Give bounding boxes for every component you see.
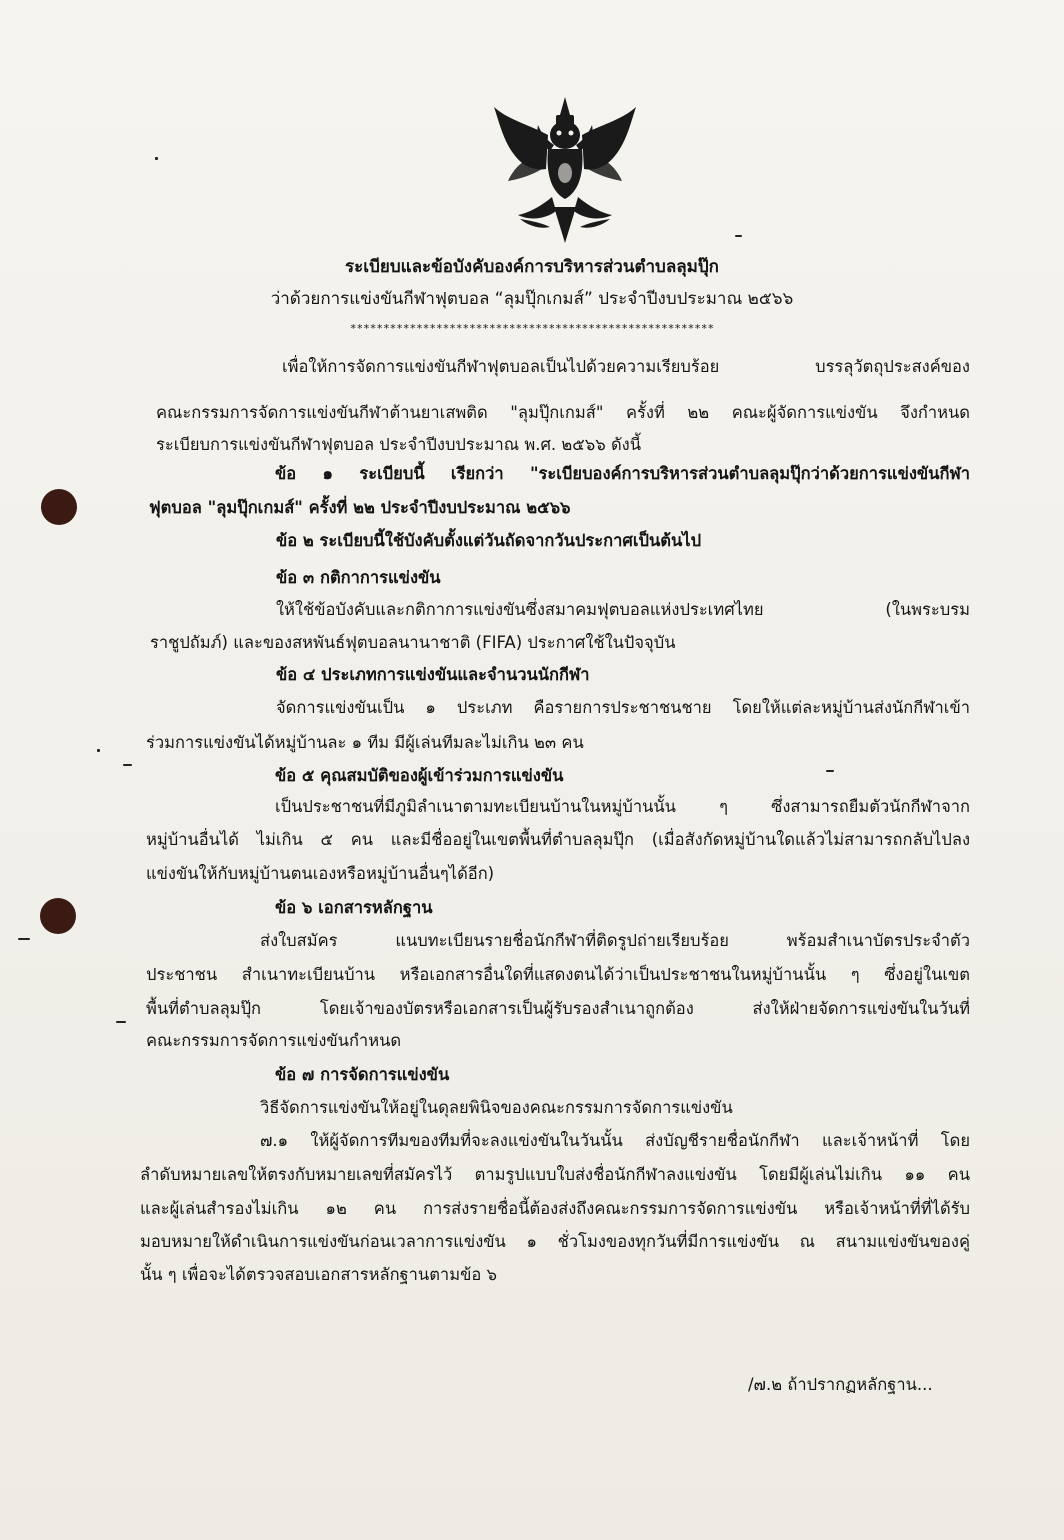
scan-speck	[123, 764, 132, 766]
scan-speck	[735, 235, 742, 237]
body-line: มอบหมายให้ดำเนินการแข่งขันก่อนเวลาการแข่งขัน ๑ ชั่วโมงของทุกวันที่มีการแข่งขัน ณ สนามแข่งขันของคู่	[140, 1232, 970, 1251]
garuda-emblem-icon	[490, 95, 640, 245]
body-line: เพื่อให้การจัดการแข่งขันกีฬาฟุตบอลเป็นไปด้วยความเรียบร้อย บรรลุวัตถุประสงค์ของ	[282, 357, 970, 376]
clause-heading: ข้อ ๒ ระเบียบนี้ใช้บังคับตั้งแต่วันถัดจากวันประกาศเป็นต้นไป	[276, 531, 702, 550]
clause-heading: ข้อ ๖ เอกสารหลักฐาน	[275, 898, 433, 917]
scan-speck	[826, 770, 834, 772]
body-line: ส่งใบสมัคร แนบทะเบียนรายชื่อนักกีฬาที่ติดรูปถ่ายเรียบร้อย พร้อมสำเนาบัตรประจำตัว	[260, 931, 970, 950]
body-line: คณะกรรมการจัดการแข่งขันกำหนด	[146, 1031, 402, 1050]
clause-heading: ข้อ ๓ กติกาการแข่งขัน	[276, 568, 441, 587]
clause-heading: ข้อ ๑ ระเบียบนี้ เรียกว่า "ระเบียบองค์การบริหารส่วนตำบลลุมปุ๊กว่าด้วยการแข่งขันกีฬา	[275, 464, 970, 483]
body-line: นั้น ๆ เพื่อจะได้ตรวจสอบเอกสารหลักฐานตามข้อ ๖	[140, 1265, 497, 1284]
body-line: หมู่บ้านอื่นได้ ไม่เกิน ๕ คน และมีชื่ออยู่ในเขตพื้นที่ตำบลลุมปุ๊ก (เมื่อสังกัดหมู่บ้านใดแล้วไม่สามารถกลับไปลง	[146, 830, 970, 849]
body-line: พื้นที่ตำบลลุมปุ๊ก โดยเจ้าของบัตรหรือเอกสารเป็นผู้รับรองสำเนาถูกต้อง ส่งให้ฝ่ายจัดการแข่งขันในวันที่	[146, 999, 970, 1018]
clause-heading: ข้อ ๔ ประเภทการแข่งขันและจำนวนนักกีฬา	[276, 665, 590, 684]
body-line: ประชาชน สำเนาทะเบียนบ้าน หรือเอกสารอื่นใดที่แสดงตนได้ว่าเป็นประชาชนในหมู่บ้านนั้น ๆ ซึ่งอยู่ในเขต	[146, 965, 970, 984]
body-line: คณะกรรมการจัดการแข่งขันกีฬาต้านยาเสพติด "ลุมปุ๊กเกมส์" ครั้งที่ ๒๒ คณะผู้จัดการแข่งขัน จึงกำหนด	[156, 403, 970, 422]
body-line: ร่วมการแข่งขันได้หมู่บ้านละ ๑ ทีม มีผู้เล่นทีมละไม่เกิน ๒๓ คน	[146, 733, 584, 752]
continuation-note: /๗.๒ ถ้าปรากฏหลักฐาน...	[748, 1375, 933, 1394]
document-subtitle: ว่าด้วยการแข่งขันกีฬาฟุตบอล “ลุมปุ๊กเกมส์” ประจำปีงบประมาณ ๒๕๖๖	[270, 289, 794, 309]
body-line: จัดการแข่งขันเป็น ๑ ประเภท คือรายการประชาชนชาย โดยให้แต่ละหมู่บ้านส่งนักกีฬาเข้า	[276, 698, 970, 717]
body-line: ลำดับหมายเลขให้ตรงกับหมายเลขที่สมัครไว้ ตามรูปแบบใบส่งชื่อนักกีฬาลงแข่งขัน โดยมีผู้เล่นไม่เกิน ๑๑ คน	[140, 1165, 970, 1184]
body-line: ให้ใช้ข้อบังคับและกติกาการแข่งขันซึ่งสมาคมฟุตบอลแห่งประเทศไทย (ในพระบรม	[276, 600, 970, 619]
punch-hole	[40, 898, 76, 934]
separator-line: *******************************************************	[349, 322, 715, 335]
body-line: เป็นประชาชนที่มีภูมิลำเนาตามทะเบียนบ้านในหมู่บ้านนั้น ๆ ซึ่งสามารถยืมตัวนักกีฬาจาก	[275, 797, 970, 816]
body-line: ราชูปถัมภ์) และของสหพันธ์ฟุตบอลนานาชาติ (FIFA) ประกาศใช้ในปัจจุบัน	[150, 633, 676, 652]
body-line: ระเบียบการแข่งขันกีฬาฟุตบอล ประจำปีงบประมาณ พ.ศ. ๒๕๖๖ ดังนี้	[156, 435, 642, 454]
body-line: แข่งขันให้กับหมู่บ้านตนเองหรือหมู่บ้านอื่นๆได้อีก)	[146, 864, 495, 883]
body-line: ๗.๑ ให้ผู้จัดการทีมของทีมที่จะลงแข่งขันในวันนั้น ส่งบัญชีรายชื่อนักกีฬา และเจ้าหน้าที่ โดย	[260, 1131, 970, 1150]
body-line: วิธีจัดการแข่งขันให้อยู่ในดุลยพินิจของคณะกรรมการจัดการแข่งขัน	[260, 1098, 733, 1117]
scan-speck	[155, 157, 158, 160]
scan-speck	[116, 1021, 126, 1023]
scan-speck	[18, 938, 30, 940]
clause-heading: ข้อ ๕ คุณสมบัติของผู้เข้าร่วมการแข่งขัน	[275, 766, 564, 785]
clause-heading: ฟุตบอล "ลุมปุ๊กเกมส์" ครั้งที่ ๒๒ ประจำปีงบประมาณ ๒๕๖๖	[149, 498, 571, 517]
body-line: และผู้เล่นสำรองไม่เกิน ๑๒ คน การส่งรายชื่อนี้ต้องส่งถึงคณะกรรมการจัดการแข่งขัน หรือเจ้าหน้าที่ที่ได้รับ	[140, 1199, 970, 1218]
document-title: ระเบียบและข้อบังคับองค์การบริหารส่วนตำบลลุมปุ๊ก	[345, 257, 719, 277]
clause-heading: ข้อ ๗ การจัดการแข่งขัน	[275, 1065, 450, 1084]
punch-hole	[41, 489, 77, 525]
scan-speck	[97, 749, 100, 752]
